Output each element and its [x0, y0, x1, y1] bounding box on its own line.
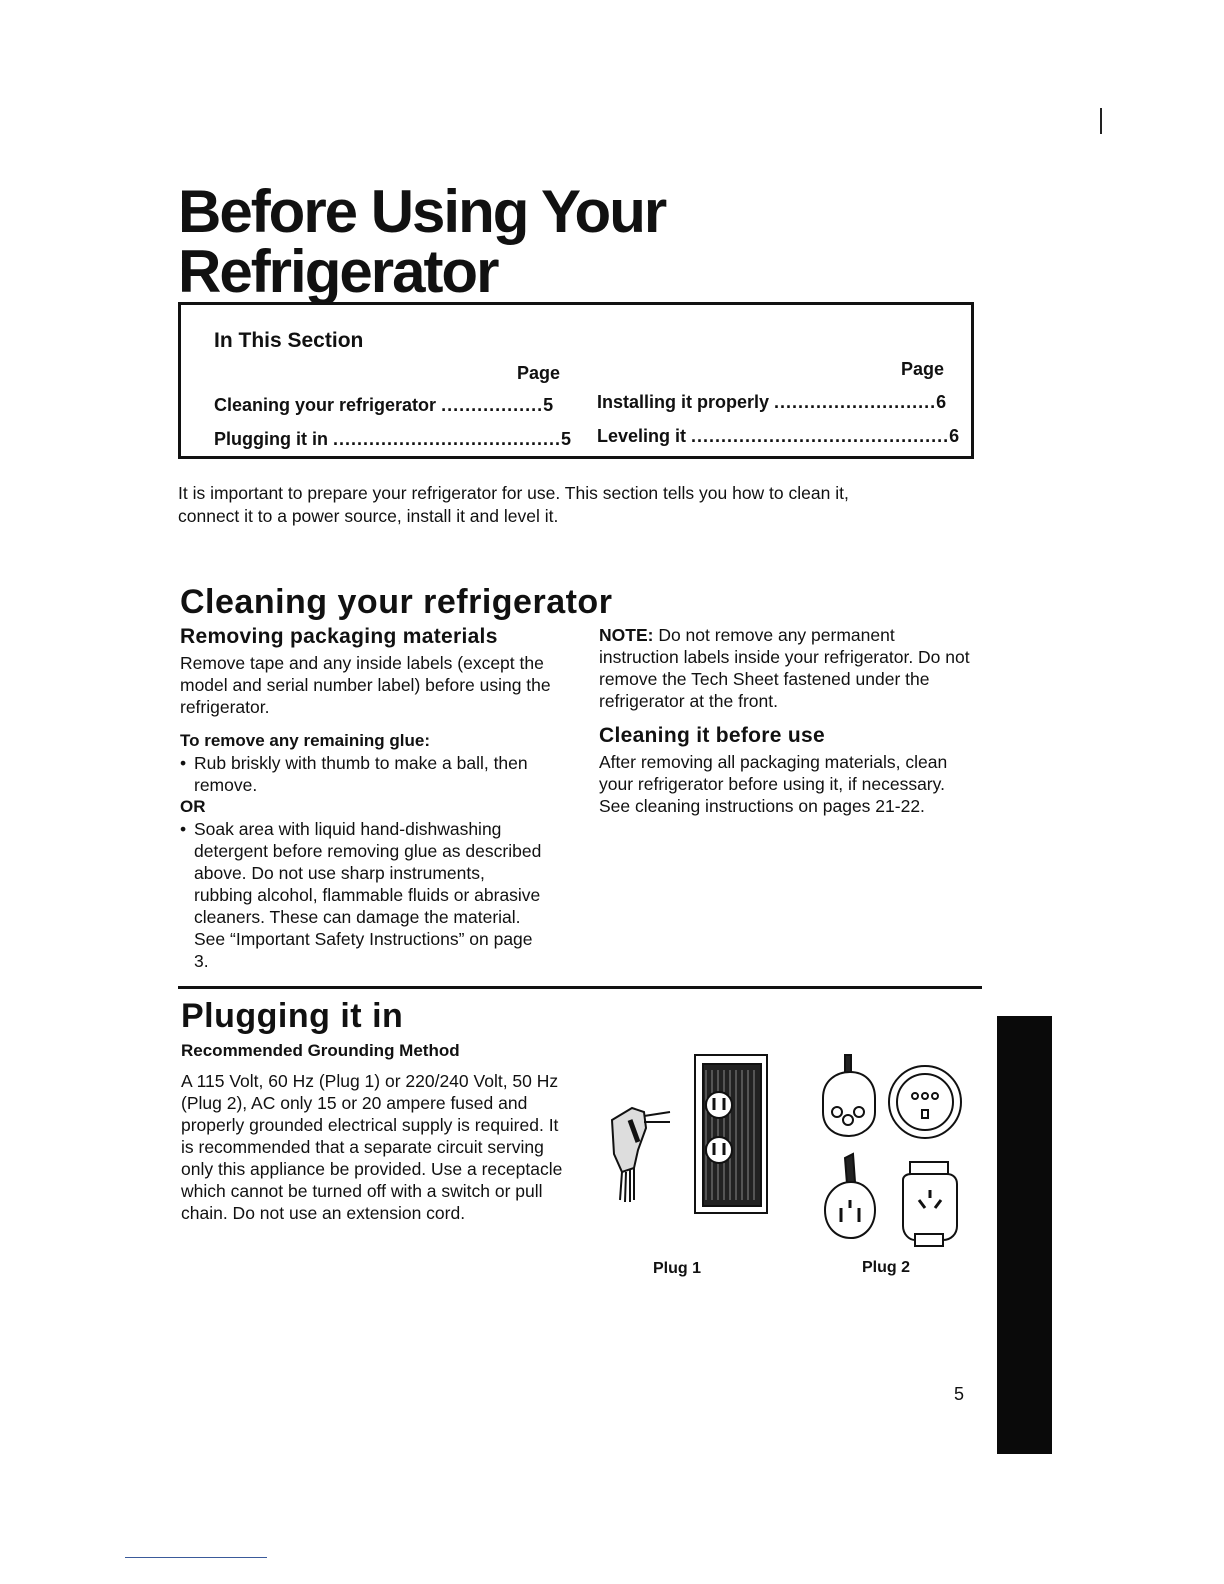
title-line-1: Before Using Your — [178, 178, 666, 245]
note-paragraph — [599, 624, 979, 712]
note-label: NOTE: — [599, 625, 654, 645]
schuko-socket-icon — [889, 1066, 961, 1138]
au-plug-icon — [825, 1154, 875, 1238]
packaging-column — [180, 624, 570, 972]
intro-line-1: It is important to prepare your refrigerator for use. This section tells you how to clean it, — [178, 483, 849, 503]
bullet-dot: • — [180, 753, 187, 773]
grounding-text: A 115 Volt, 60 Hz (Plug 1) or 220/240 Volt, 50 Hz (Plug 2), AC only 15 or 20 ampere fused and properly grounded electrical supply is required. It is recommended that a separate circuit serving only this appliance be provided. Use a receptacle which cannot be turned off with a switch or pull chain. Do not use an extension cord. — [181, 1071, 563, 1223]
margin-mark — [1100, 108, 1102, 134]
toc-heading: In This Section — [214, 329, 364, 352]
or-label: OR — [180, 797, 206, 816]
before-use-text: After removing all packaging materials, clean your refrigerator before using it, if necessary. See cleaning instructions on pages 21-22. — [599, 752, 948, 816]
intro-line-2: connect it to a power source, install it and level it. — [178, 506, 559, 526]
note-text: Do not remove any permanent instruction labels inside your refrigerator. Do not remove the Tech Sheet fastened under the refrigerator at the front. — [599, 625, 970, 711]
in-this-section-box — [178, 302, 974, 459]
toc-entry-leveling[interactable]: Leveling it ...........................................6 — [597, 426, 960, 446]
plug-2-illustration — [815, 1050, 965, 1250]
page-title — [178, 178, 666, 305]
footer-line — [125, 1557, 267, 1558]
au-socket-icon — [903, 1162, 957, 1246]
toc-entry-cleaning[interactable]: Cleaning your refrigerator .................5 — [214, 395, 554, 415]
note-column — [599, 624, 979, 817]
bullet-dot: • — [180, 819, 187, 839]
title-line-2: Refrigerator — [178, 238, 498, 305]
plug-1-caption: Plug 1 — [653, 1260, 702, 1277]
plug-2-caption: Plug 2 — [862, 1259, 911, 1276]
glue-bullet-2: • Soak area with liquid hand-dishwashing detergent before removing glue as described above. Do not use sharp instruments, rubbing alcohol, flammable fluids or abrasive cleaners. These can damage the material. See “Important Safety Instructions” on page 3. — [180, 819, 542, 971]
receptacle-icon — [695, 1055, 767, 1213]
plug-1-illustration — [600, 1050, 780, 1220]
toc-entry-installing[interactable]: Installing it properly ...........................6 — [597, 392, 947, 412]
before-use-heading: Cleaning it before use — [599, 724, 825, 747]
cleaning-heading: Cleaning your refrigerator — [180, 583, 613, 621]
glue-bullet-1: • Rub briskly with thumb to make a ball, then remove. — [180, 753, 528, 795]
toc-page-label-left: Page — [517, 363, 561, 383]
packaging-heading: Removing packaging materials — [180, 625, 498, 648]
plug-1-icon — [612, 1108, 670, 1202]
page-number: 5 — [954, 1384, 965, 1404]
glue-heading: To remove any remaining glue: — [180, 731, 431, 750]
plugging-heading: Plugging it in — [181, 997, 404, 1035]
schuko-plug-icon — [823, 1055, 875, 1136]
toc-entry-plugging[interactable]: Plugging it in ......................................5 — [214, 429, 572, 449]
packaging-text: Remove tape and any inside labels (except the model and serial number label) before using the refrigerator. — [180, 653, 551, 717]
grounding-subheading: Recommended Grounding Method — [181, 1041, 460, 1060]
section-tab — [997, 1016, 1052, 1454]
intro-paragraph — [178, 482, 938, 528]
toc-page-label-right: Page — [901, 359, 945, 379]
plugging-column — [181, 1040, 566, 1224]
section-divider — [178, 986, 982, 989]
